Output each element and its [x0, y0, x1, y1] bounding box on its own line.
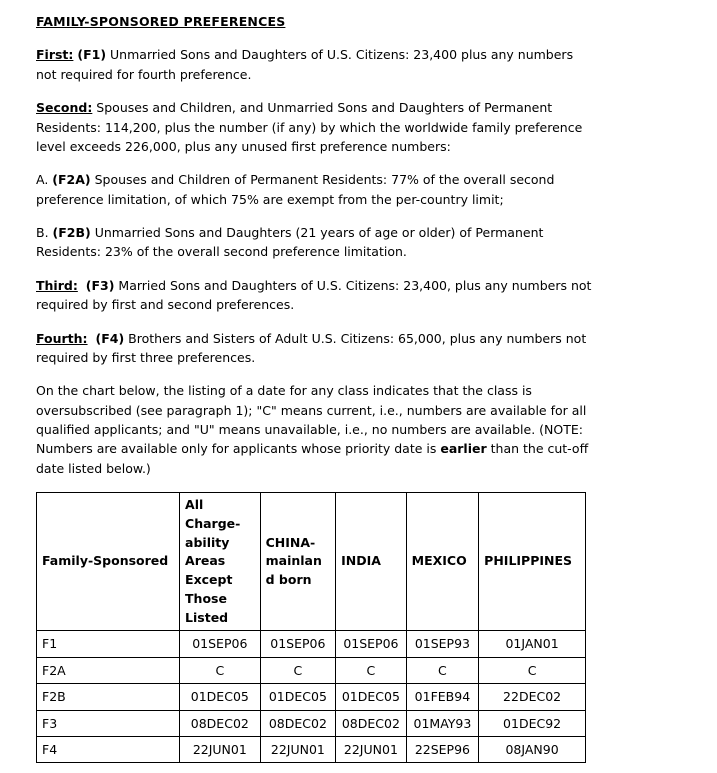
- table-row: [37, 736, 586, 762]
- chart-note-emphasis: earlier: [440, 441, 487, 457]
- table-row: [37, 657, 586, 683]
- paragraph-f2b-code: (F2B): [52, 225, 91, 240]
- cell-f4-all-areas: 22JUN01: [180, 736, 261, 762]
- paragraph-fourth-space: [88, 331, 96, 346]
- cell-f3-mexico: 01MAY93: [406, 710, 479, 736]
- paragraph-f2a: [36, 170, 596, 209]
- cell-f2b-philippines: 22DEC02: [479, 684, 586, 710]
- paragraph-third-body: Married Sons and Daughters of U.S. Citizens: 23,400, plus any numbers not required by first and second preferences.: [36, 277, 592, 313]
- cell-f2b-all-areas: 01DEC05: [180, 684, 261, 710]
- paragraph-third-space: [78, 278, 86, 293]
- cell-f1-china: 01SEP06: [260, 631, 336, 657]
- cell-f2a-india: C: [336, 657, 407, 683]
- cell-f2b-india: 01DEC05: [336, 684, 407, 710]
- paragraph-second-lead: Second:: [36, 100, 93, 116]
- paragraph-third-code: (F3): [85, 277, 115, 293]
- chart-note-part2: than the cut-off date listed below.): [36, 441, 589, 476]
- paragraph-first-lead: First:: [36, 47, 74, 63]
- cell-f2a-china: C: [260, 657, 336, 683]
- paragraph-first: [36, 45, 596, 84]
- row-label-f1: F1: [37, 631, 180, 657]
- visa-bulletin-table: [36, 492, 586, 763]
- cell-f2a-philippines: C: [479, 657, 586, 683]
- paragraph-first-code: (F1): [77, 47, 107, 63]
- cell-f3-india: 08DEC02: [336, 710, 407, 736]
- column-header-all-areas: All Charge-ability Areas Except Those Listed: [180, 493, 261, 631]
- cell-f2b-mexico: 01FEB94: [406, 684, 479, 710]
- cell-f3-china: 08DEC02: [260, 710, 336, 736]
- page-title: FAMILY-SPONSORED PREFERENCES: [36, 14, 286, 29]
- row-label-f2a: F2A: [37, 657, 180, 683]
- paragraph-f2b-prefix: B.: [36, 225, 53, 240]
- cell-f4-philippines: 08JAN90: [479, 736, 586, 762]
- paragraph-fourth-body: Brothers and Sisters of Adult U.S. Citizens: 65,000, plus any numbers not required by first three preferences.: [36, 330, 587, 365]
- paragraph-f2b: [36, 223, 596, 262]
- cell-f2a-mexico: C: [406, 657, 479, 683]
- cell-f4-china: 22JUN01: [260, 736, 336, 762]
- column-header-india: INDIA: [336, 493, 407, 631]
- paragraph-fourth-lead: Fourth:: [36, 330, 88, 346]
- paragraph-f2a-body: Spouses and Children of Permanent Residents: 77% of the overall second preference limitation, of which 75% are exempt from the per-country limit;: [36, 172, 555, 207]
- cell-f3-philippines: 01DEC92: [479, 710, 586, 736]
- paragraph-second: [36, 98, 596, 156]
- cell-f2b-china: 01DEC05: [260, 684, 336, 710]
- table-row: [37, 710, 586, 736]
- cell-f1-all-areas: 01SEP06: [180, 631, 261, 657]
- cell-f4-mexico: 22SEP96: [406, 736, 479, 762]
- cell-f1-india: 01SEP06: [336, 631, 407, 657]
- paragraph-third: [36, 276, 596, 315]
- row-label-f2b: F2B: [37, 684, 180, 710]
- paragraph-f2a-code: (F2A): [52, 172, 91, 188]
- row-label-f4: F4: [37, 736, 180, 762]
- column-header-china: CHINA-mainland born: [260, 493, 336, 631]
- cell-f4-india: 22JUN01: [336, 736, 407, 762]
- chart-note-part1: On the chart below, the listing of a date for any class indicates that the class is oversubscribed (see paragraph 1); "C" means current, i.e., numbers are available for all qualified applicants; and "U" means unavailable, i.e., no numbers are available. (NOTE: Numbers are available only for applicants whose priority date is: [36, 383, 587, 457]
- column-header-mexico: MEXICO: [406, 493, 479, 631]
- paragraph-third-lead: Third:: [36, 277, 78, 293]
- paragraph-first-body: Unmarried Sons and Daughters of U.S. Citizens: 23,400 plus any numbers not required for fourth preference.: [36, 47, 574, 82]
- chart-note: [36, 381, 596, 478]
- paragraph-f2b-body: Unmarried Sons and Daughters (21 years of age or older) of Permanent Residents: 23% of the overall second preference limitation.: [36, 225, 544, 260]
- table-row: [37, 684, 586, 710]
- column-header-philippines: PHILIPPINES: [479, 493, 586, 631]
- column-header-family-sponsored: Family-Sponsored: [37, 493, 180, 631]
- cell-f1-philippines: 01JAN01: [479, 631, 586, 657]
- cell-f3-all-areas: 08DEC02: [180, 710, 261, 736]
- cell-f1-mexico: 01SEP93: [406, 631, 479, 657]
- paragraph-fourth: [36, 329, 596, 368]
- paragraph-f2a-prefix: A.: [36, 172, 53, 188]
- paragraph-fourth-code: (F4): [95, 330, 125, 346]
- table-header-row: [37, 493, 586, 631]
- cell-f2a-all-areas: C: [180, 657, 261, 683]
- paragraph-second-body: Spouses and Children, and Unmarried Sons and Daughters of Permanent Residents: 114,200, plus the number (if any) by which the worldwide family preference level exceeds 226,000, plus any unused first preference numbers:: [36, 100, 583, 154]
- table-row: [37, 631, 586, 657]
- row-label-f3: F3: [37, 710, 180, 736]
